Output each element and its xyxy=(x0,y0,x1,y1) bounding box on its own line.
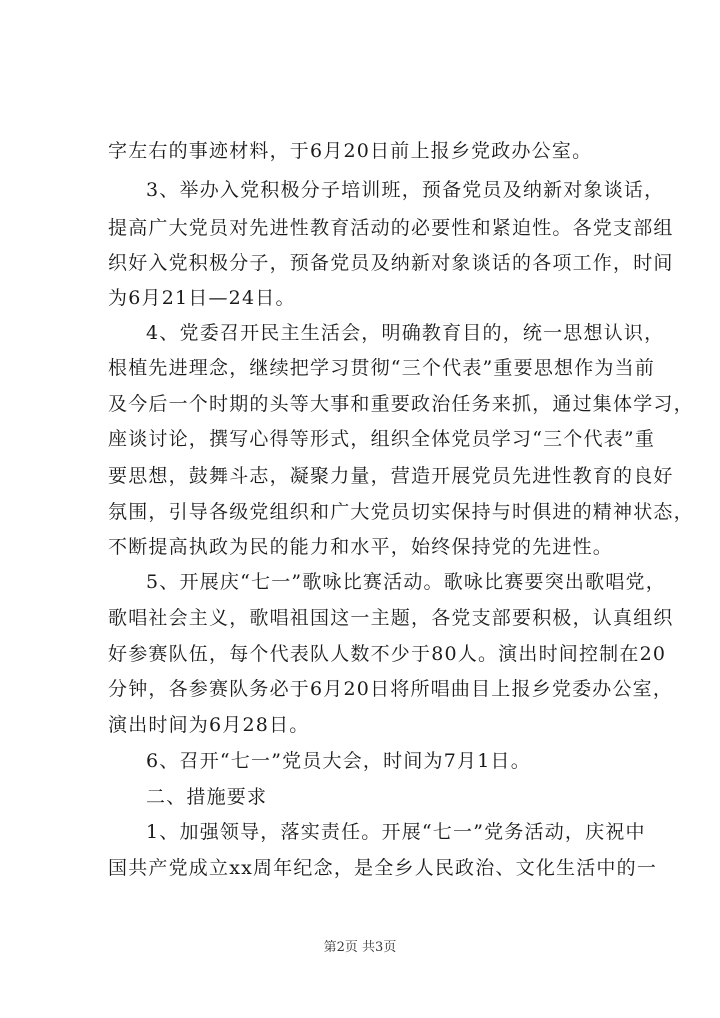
text-line: 氛围，引导各级党组织和广大党员切实保持与时俱进的精神状态， xyxy=(108,501,694,523)
text-line: 根植先进理念，继续把学习贯彻“三个代表”重要思想作为当前 xyxy=(108,357,656,379)
text-line: 分钟，各参赛队务必于6月20日将所唱曲目上报乡党委办公室， xyxy=(108,678,674,700)
text-line: 5、开展庆“七一”歌咏比赛活动。歌咏比赛要突出歌唱党， xyxy=(146,571,666,593)
text-line: 要思想，鼓舞斗志，凝聚力量，营造开展党员先进性教育的良好 xyxy=(108,465,674,487)
page-footer: 第2页 共3页 xyxy=(323,940,397,955)
text-line: 3、举办入党积极分子培训班，预备党员及纳新对象谈话， xyxy=(146,179,665,201)
text-line: 及今后一个时期的头等大事和重要政治任务来抓，通过集体学习， xyxy=(108,393,694,415)
text-line: 6、召开“七一”党员大会，时间为7月1日。 xyxy=(146,750,531,772)
text-line: 字左右的事迹材料，于6月20日前上报乡党政办公室。 xyxy=(108,140,593,162)
text-line: 演出时间为6月28日。 xyxy=(108,714,310,736)
section-heading: 二、措施要求 xyxy=(146,786,268,808)
text-line: 座谈讨论，撰写心得等形式，组织全体党员学习“三个代表”重 xyxy=(108,428,656,450)
text-line: 歌唱社会主义，歌唱祖国这一主题，各党支部要积极，认真组织 xyxy=(108,607,674,629)
text-line: 织好入党积极分子，预备党员及纳新对象谈话的各项工作，时间 xyxy=(108,252,674,274)
text-line: 4、党委召开民主生活会，明确教育目的，统一思想认识， xyxy=(146,322,665,344)
text-line: 为6月21日—24日。 xyxy=(108,287,296,309)
text-line: 不断提高执政为民的能力和水平，始终保持党的先进性。 xyxy=(108,536,614,558)
text-line: 好参赛队伍，每个代表队人数不少于80人。演出时间控制在20 xyxy=(108,643,667,665)
text-line: 1、加强领导，落实责任。开展“七一”党务活动，庆祝中 xyxy=(146,821,646,843)
text-line: 国共产党成立xx周年纪念，是全乡人民政治、文化生活中的一 xyxy=(108,857,658,879)
text-line: 提高广大党员对先进性教育活动的必要性和紧迫性。各党支部组 xyxy=(108,217,674,239)
